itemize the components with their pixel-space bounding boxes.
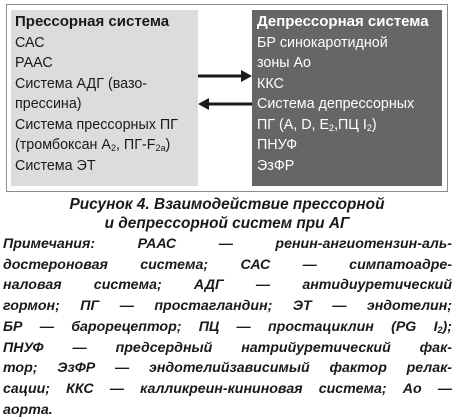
notes-line: достероновая система; САС — симпатоадре-	[3, 256, 452, 273]
pressor-system-title: Прессорная система	[15, 13, 170, 30]
notes-line: сации; ККС — калликреин-кининовая система; Ao —	[3, 380, 452, 397]
notes-line: наловая система; АДГ — антидиуретический	[3, 277, 452, 294]
pressor-item-thromboxane: (тромбоксан $A_2$, $ПГ-F_{2a}$)	[15, 137, 171, 153]
notes-line: БР — барорецептор; ПЦ — простациклин (PG $I_2$);	[3, 318, 452, 335]
depressor-item-prostaglandins: ПГ (A, D, $E_2,ПЦ$ $I_2$)	[257, 116, 377, 133]
pressor-item: прессина)	[15, 96, 82, 112]
figure-caption	[0, 195, 454, 233]
caption-line: Рисунок 4. Взаимодействие прессорной	[69, 196, 385, 213]
notes-line: Примечания: РААС — ренин-ангиотензин-аль-	[3, 236, 452, 252]
depressor-item: Система депрессорных	[257, 96, 415, 112]
pressor-item: Система ЭТ	[15, 157, 96, 174]
notes-line: гормон; ПГ — простагландин; ЭТ — эндотелин;	[3, 298, 452, 315]
depressor-system-box	[252, 10, 442, 186]
interaction-arrows	[198, 60, 252, 120]
figure-notes	[3, 234, 452, 420]
arrow-right-head-icon	[241, 70, 252, 82]
depressor-item: ЭзФР	[257, 157, 295, 174]
pressor-system-box	[11, 10, 198, 186]
pressor-item: САС	[15, 34, 45, 51]
pressor-item: Система прессорных ПГ	[15, 116, 178, 133]
pressor-item: Система АДГ (вазо-	[15, 75, 148, 92]
caption-line: и депрессорной систем при АГ	[104, 215, 350, 232]
depressor-item: БР синокаротидной	[257, 34, 388, 51]
arrow-left-head-icon	[198, 98, 209, 110]
pressor-item: РААС	[15, 55, 53, 71]
notes-line: тор; ЭзФР — эндотелийзависимый фактор релак-	[3, 360, 452, 377]
notes-line: ПНУФ — предсердный натрийуретический фак-	[3, 339, 452, 356]
depressor-item: ККС	[257, 75, 284, 92]
depressor-item: зоны Ao	[257, 55, 311, 71]
depressor-system-title: Депрессорная система	[257, 13, 429, 30]
depressor-item: ПНУФ	[257, 137, 298, 153]
notes-line: аорта.	[3, 401, 53, 418]
